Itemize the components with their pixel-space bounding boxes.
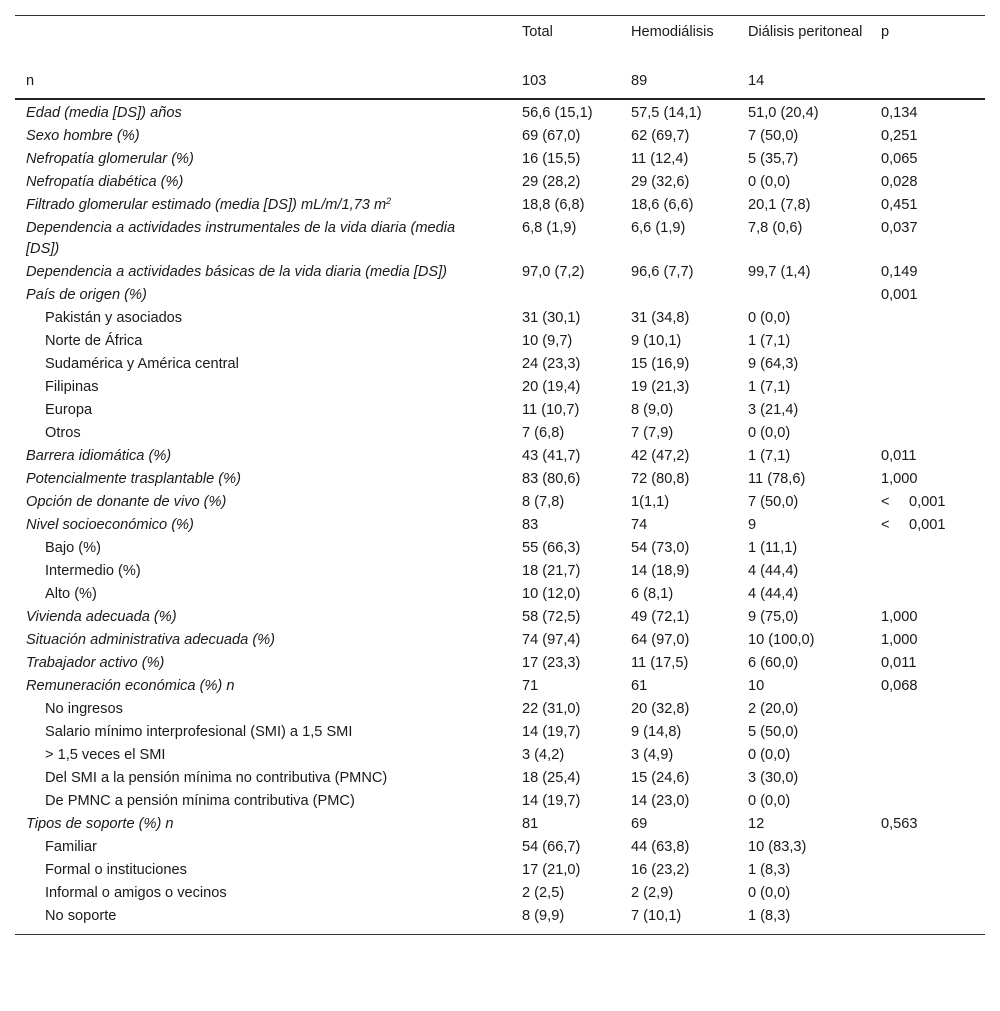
cell-hemodialisis: 11 (17,5)	[631, 655, 689, 671]
less-than-sign: <	[881, 494, 890, 510]
table-row	[15, 606, 985, 629]
row-label	[15, 376, 522, 399]
table-row	[15, 836, 985, 859]
p-value: 0,563	[881, 816, 918, 832]
row-label-text: Situación administrativa adecuada (%)	[26, 632, 276, 648]
row-label	[15, 99, 522, 125]
table-row	[15, 790, 985, 813]
cell-hemodialisis: 64 (97,0)	[631, 632, 690, 648]
table-row	[15, 217, 985, 261]
row-label	[15, 307, 522, 330]
cell-p	[881, 652, 985, 675]
cell-dialisis-peritoneal: 4 (44,4)	[748, 563, 799, 579]
cell-dialisis-peritoneal: 99,7 (1,4)	[748, 264, 811, 280]
n-row	[15, 69, 985, 99]
table-row	[15, 537, 985, 560]
row-label-text: Nivel socioeconómico (%)	[26, 517, 194, 533]
p-value: 0,149	[881, 264, 918, 280]
cell-hemodialisis: 31 (34,8)	[631, 310, 690, 326]
cell-dialisis-peritoneal: 3 (30,0)	[748, 770, 799, 786]
table-row	[15, 125, 985, 148]
row-label-text: Trabajador activo (%)	[26, 655, 165, 671]
cell-dialisis-peritoneal: 3 (21,4)	[748, 402, 799, 418]
cell-total: 54 (66,7)	[522, 839, 581, 855]
cell-dialisis-peritoneal: 10	[748, 678, 765, 694]
cell-hemodialisis: 9 (10,1)	[631, 333, 682, 349]
cell-hemodialisis: 61	[631, 678, 648, 694]
row-label	[15, 790, 522, 813]
cell-dialisis-peritoneal: 2 (20,0)	[748, 701, 799, 717]
cell-total: 97,0 (7,2)	[522, 264, 585, 280]
row-label	[15, 353, 522, 376]
cell-p	[881, 148, 985, 171]
cell-hemodialisis: 72 (80,8)	[631, 471, 690, 487]
table-row	[15, 767, 985, 790]
cell-p	[881, 261, 985, 284]
cell-dialisis-peritoneal: 1 (7,1)	[748, 448, 791, 464]
row-label-text: Sudamérica y América central	[45, 356, 239, 372]
cell-hemodialisis: 3 (4,9)	[631, 747, 674, 763]
row-label-text: Sexo hombre (%)	[26, 128, 140, 144]
cell-total: 11 (10,7)	[522, 402, 580, 418]
cell-hemodialisis: 16 (23,2)	[631, 862, 690, 878]
row-label-text: Otros	[45, 425, 81, 441]
row-label	[15, 491, 522, 514]
cell-total: 10 (9,7)	[522, 333, 573, 349]
row-label-text: Bajo (%)	[45, 540, 101, 556]
row-label	[15, 606, 522, 629]
cell-total: 6,8 (1,9)	[522, 220, 577, 236]
cell-p	[881, 353, 985, 376]
cell-p	[881, 422, 985, 445]
p-value: 1,000	[881, 471, 918, 487]
cell-hemodialisis: 6,6 (1,9)	[631, 220, 686, 236]
cell-p	[881, 491, 985, 514]
cell-p	[881, 514, 985, 537]
row-label-text: Informal o amigos o vecinos	[45, 885, 227, 901]
cell-hemodialisis: 42 (47,2)	[631, 448, 690, 464]
cell-dialisis-peritoneal: 7,8 (0,6)	[748, 220, 803, 236]
row-label	[15, 330, 522, 353]
row-label-text: Potencialmente trasplantable (%)	[26, 471, 241, 487]
p-value: 0,251	[881, 128, 918, 144]
p-value: 0,134	[881, 105, 918, 121]
cell-hemodialisis: 2 (2,9)	[631, 885, 674, 901]
row-label-text: Vivienda adecuada (%)	[26, 609, 177, 625]
cell-hemodialisis: 7 (7,9)	[631, 425, 674, 441]
row-label	[15, 721, 522, 744]
cell-hemodialisis: 15 (24,6)	[631, 770, 690, 786]
cell-p	[881, 629, 985, 652]
p-value: 0,001	[881, 287, 918, 303]
p-value: 1,000	[881, 609, 918, 625]
table-row	[15, 744, 985, 767]
row-label-text: Opción de donante de vivo (%)	[26, 494, 227, 510]
table-row	[15, 445, 985, 468]
cell-hemodialisis: 29 (32,6)	[631, 174, 690, 190]
cell-total: 17 (21,0)	[522, 862, 581, 878]
cell-p	[881, 194, 985, 217]
n-label: n	[15, 69, 522, 99]
cell-total: 8 (7,8)	[522, 494, 565, 510]
row-label-text: Dependencia a actividades instrumentales de la vida diaria (media [DS])	[26, 220, 456, 257]
row-label	[15, 560, 522, 583]
cell-total: 2 (2,5)	[522, 885, 565, 901]
row-label	[15, 284, 522, 307]
row-label-text: Edad (media [DS]) años	[26, 105, 182, 121]
cell-hemodialisis: 7 (10,1)	[631, 905, 748, 935]
table-row	[15, 514, 985, 537]
cell-hemodialisis: 49 (72,1)	[631, 609, 690, 625]
cell-dialisis-peritoneal: 5 (35,7)	[748, 151, 799, 167]
row-label	[15, 217, 522, 261]
cell-p	[881, 606, 985, 629]
row-label	[15, 583, 522, 606]
cell-hemodialisis: 20 (32,8)	[631, 701, 690, 717]
row-label	[15, 652, 522, 675]
header-row	[15, 16, 985, 70]
cell-p	[881, 836, 985, 859]
table-row	[15, 882, 985, 905]
table-row	[15, 583, 985, 606]
cell-hemodialisis: 14 (23,0)	[631, 793, 690, 809]
table-row	[15, 652, 985, 675]
cell-total: 81	[522, 816, 539, 832]
cell-p	[881, 537, 985, 560]
cell-hemodialisis: 18,6 (6,6)	[631, 197, 694, 213]
row-label-text: Nefropatía diabética (%)	[26, 174, 184, 190]
cell-total: 22 (31,0)	[522, 701, 581, 717]
cell-p	[881, 330, 985, 353]
row-label-text: Intermedio (%)	[45, 563, 141, 579]
row-label-text: No soporte	[45, 908, 117, 924]
superscript: 2	[386, 196, 392, 206]
row-label-text: Del SMI a la pensión mínima no contributiva (PMNC)	[45, 770, 388, 786]
cell-total	[522, 284, 631, 307]
header-dialisis-peritoneal: Diálisis peritoneal	[748, 16, 881, 70]
cell-hemodialisis: 19 (21,3)	[631, 379, 690, 395]
p-value: 0,011	[881, 448, 917, 464]
cell-dialisis-peritoneal: 0 (0,0)	[748, 793, 791, 809]
cell-total: 8 (9,9)	[522, 905, 631, 935]
cell-hemodialisis: 1(1,1)	[631, 494, 670, 510]
cell-p	[881, 813, 985, 836]
header-total: Total	[522, 16, 631, 70]
cell-p	[881, 376, 985, 399]
p-value: 1,000	[881, 632, 918, 648]
cell-total: 3 (4,2)	[522, 747, 565, 763]
cell-total: 24 (23,3)	[522, 356, 581, 372]
cell-p	[881, 698, 985, 721]
row-label	[15, 148, 522, 171]
cell-hemodialisis: 74	[631, 517, 648, 533]
table-row	[15, 859, 985, 882]
row-label	[15, 261, 522, 284]
cell-p	[881, 767, 985, 790]
table-row	[15, 148, 985, 171]
cell-dialisis-peritoneal: 1 (11,1)	[748, 540, 798, 556]
row-label	[15, 698, 522, 721]
cell-total: 58 (72,5)	[522, 609, 581, 625]
p-value: 0,028	[881, 174, 918, 190]
row-label-text: No ingresos	[45, 701, 123, 717]
row-label	[15, 125, 522, 148]
cell-dialisis-peritoneal: 1 (8,3)	[748, 862, 791, 878]
cell-dialisis-peritoneal: 6 (60,0)	[748, 655, 799, 671]
table-body	[15, 99, 985, 935]
cell-dialisis-peritoneal: 9	[748, 517, 757, 533]
cell-dialisis-peritoneal: 7 (50,0)	[748, 128, 799, 144]
cell-hemodialisis: 11 (12,4)	[631, 151, 689, 167]
row-label-text: Remuneración económica (%) n	[26, 678, 235, 694]
cell-total: 18 (25,4)	[522, 770, 581, 786]
row-label-text: Barrera idiomática (%)	[26, 448, 172, 464]
cell-dialisis-peritoneal: 9 (64,3)	[748, 356, 799, 372]
cell-p	[881, 445, 985, 468]
cell-total: 55 (66,3)	[522, 540, 581, 556]
cell-hemodialisis: 6 (8,1)	[631, 586, 674, 602]
table-row	[15, 905, 985, 935]
cell-p	[881, 217, 985, 261]
cell-dialisis-peritoneal: 11 (78,6)	[748, 471, 806, 487]
cell-p	[881, 882, 985, 905]
cell-dialisis-peritoneal	[748, 284, 881, 307]
cell-total: 56,6 (15,1)	[522, 105, 593, 121]
table-container	[15, 15, 985, 935]
row-label	[15, 468, 522, 491]
cell-p	[881, 560, 985, 583]
cell-hemodialisis: 8 (9,0)	[631, 402, 674, 418]
cell-p	[881, 99, 985, 125]
row-label	[15, 445, 522, 468]
cell-total: 18,8 (6,8)	[522, 197, 585, 213]
row-label-text: Tipos de soporte (%) n	[26, 816, 174, 832]
cell-p	[881, 744, 985, 767]
cell-hemodialisis: 15 (16,9)	[631, 356, 690, 372]
cell-dialisis-peritoneal: 10 (100,0)	[748, 632, 815, 648]
table-header	[15, 16, 985, 100]
cell-total: 69 (67,0)	[522, 128, 581, 144]
row-label-text: Pakistán y asociados	[45, 310, 183, 326]
row-label-text: Dependencia a actividades básicas de la vida diaria (media [DS])	[26, 264, 448, 280]
cell-hemodialisis: 96,6 (7,7)	[631, 264, 694, 280]
cell-dialisis-peritoneal: 7 (50,0)	[748, 494, 799, 510]
table-row	[15, 422, 985, 445]
cell-hemodialisis: 62 (69,7)	[631, 128, 690, 144]
cell-dialisis-peritoneal: 0 (0,0)	[748, 174, 791, 190]
cell-total: 14 (19,7)	[522, 724, 581, 740]
row-label	[15, 836, 522, 859]
p-value: 0,037	[881, 220, 918, 236]
cell-dialisis-peritoneal: 0 (0,0)	[748, 310, 791, 326]
p-value: 0,011	[881, 655, 917, 671]
row-label	[15, 882, 522, 905]
cell-dialisis-peritoneal: 1 (7,1)	[748, 333, 791, 349]
table-row	[15, 261, 985, 284]
cell-dialisis-peritoneal: 0 (0,0)	[748, 747, 791, 763]
row-label-text: Norte de África	[45, 333, 143, 349]
header-p: p	[881, 16, 985, 70]
table-row	[15, 491, 985, 514]
data-table	[15, 15, 985, 935]
row-label-text: Filipinas	[45, 379, 99, 395]
row-label	[15, 171, 522, 194]
table-row	[15, 284, 985, 307]
n-total: 103	[522, 69, 631, 99]
cell-total: 31 (30,1)	[522, 310, 581, 326]
row-label	[15, 813, 522, 836]
cell-p	[881, 583, 985, 606]
cell-p	[881, 125, 985, 148]
table-row	[15, 675, 985, 698]
row-label-text: Alto (%)	[45, 586, 97, 602]
p-value: 0,001	[909, 494, 946, 510]
cell-p	[881, 905, 985, 935]
table-row	[15, 698, 985, 721]
table-row	[15, 468, 985, 491]
row-label	[15, 905, 522, 935]
row-label	[15, 399, 522, 422]
table-row	[15, 307, 985, 330]
cell-hemodialisis	[631, 284, 748, 307]
table-row	[15, 813, 985, 836]
cell-total: 83 (80,6)	[522, 471, 581, 487]
cell-total: 18 (21,7)	[522, 563, 581, 579]
cell-dialisis-peritoneal: 51,0 (20,4)	[748, 105, 819, 121]
table-row	[15, 353, 985, 376]
table-row	[15, 171, 985, 194]
cell-p	[881, 468, 985, 491]
cell-total: 71	[522, 678, 539, 694]
row-label	[15, 629, 522, 652]
row-label-text: De PMNC a pensión mínima contributiva (PMC)	[45, 793, 355, 809]
cell-dialisis-peritoneal: 10 (83,3)	[748, 839, 807, 855]
row-label-text: Familiar	[45, 839, 97, 855]
table-row	[15, 399, 985, 422]
cell-dialisis-peritoneal: 1 (7,1)	[748, 379, 791, 395]
row-label-text: Nefropatía glomerular (%)	[26, 151, 194, 167]
row-label	[15, 194, 522, 217]
row-label	[15, 859, 522, 882]
cell-dialisis-peritoneal: 5 (50,0)	[748, 724, 799, 740]
row-label-text: País de origen (%)	[26, 287, 147, 303]
n-dialisis-peritoneal: 14	[748, 69, 881, 99]
cell-p	[881, 790, 985, 813]
cell-hemodialisis: 9 (14,8)	[631, 724, 682, 740]
cell-hemodialisis: 69	[631, 816, 648, 832]
n-p	[881, 69, 985, 99]
cell-hemodialisis: 44 (63,8)	[631, 839, 690, 855]
cell-total: 74 (97,4)	[522, 632, 581, 648]
header-label	[15, 16, 522, 70]
cell-dialisis-peritoneal: 12	[748, 816, 765, 832]
row-label	[15, 537, 522, 560]
row-label	[15, 422, 522, 445]
p-value: 0,065	[881, 151, 918, 167]
cell-p	[881, 859, 985, 882]
cell-total: 43 (41,7)	[522, 448, 581, 464]
row-label	[15, 514, 522, 537]
table-row	[15, 721, 985, 744]
cell-total: 10 (12,0)	[522, 586, 581, 602]
table-row	[15, 560, 985, 583]
table-row	[15, 330, 985, 353]
cell-p	[881, 284, 985, 307]
row-label	[15, 767, 522, 790]
cell-dialisis-peritoneal: 4 (44,4)	[748, 586, 799, 602]
row-label-text: Filtrado glomerular estimado (media [DS]) mL/m/1,73 m	[26, 197, 387, 213]
header-hemodialisis: Hemodiálisis	[631, 16, 748, 70]
cell-total: 83	[522, 517, 539, 533]
cell-total: 7 (6,8)	[522, 425, 565, 441]
cell-total: 20 (19,4)	[522, 379, 581, 395]
p-value: 0,451	[881, 197, 918, 213]
less-than-sign: <	[881, 517, 890, 533]
cell-p	[881, 721, 985, 744]
cell-total: 16 (15,5)	[522, 151, 581, 167]
table-row	[15, 376, 985, 399]
row-label-text: Salario mínimo interprofesional (SMI) a 1,5 SMI	[45, 724, 353, 740]
cell-dialisis-peritoneal: 0 (0,0)	[748, 885, 791, 901]
p-value: 0,068	[881, 678, 918, 694]
row-label-text: Europa	[45, 402, 93, 418]
cell-hemodialisis: 14 (18,9)	[631, 563, 690, 579]
row-label-text: Formal o instituciones	[45, 862, 187, 878]
cell-dialisis-peritoneal: 9 (75,0)	[748, 609, 799, 625]
cell-hemodialisis: 54 (73,0)	[631, 540, 690, 556]
cell-dialisis-peritoneal: 1 (8,3)	[748, 905, 881, 935]
cell-hemodialisis: 57,5 (14,1)	[631, 105, 702, 121]
cell-dialisis-peritoneal: 20,1 (7,8)	[748, 197, 811, 213]
cell-p	[881, 307, 985, 330]
table-row	[15, 629, 985, 652]
table-row	[15, 99, 985, 125]
row-label	[15, 744, 522, 767]
cell-p	[881, 399, 985, 422]
cell-p	[881, 171, 985, 194]
table-row	[15, 194, 985, 217]
n-hemodialisis: 89	[631, 69, 748, 99]
cell-dialisis-peritoneal: 0 (0,0)	[748, 425, 791, 441]
cell-total: 29 (28,2)	[522, 174, 581, 190]
cell-total: 17 (23,3)	[522, 655, 581, 671]
row-label	[15, 675, 522, 698]
cell-total: 14 (19,7)	[522, 793, 581, 809]
row-label-text: > 1,5 veces el SMI	[45, 747, 166, 763]
p-value: 0,001	[909, 517, 946, 533]
cell-p	[881, 675, 985, 698]
